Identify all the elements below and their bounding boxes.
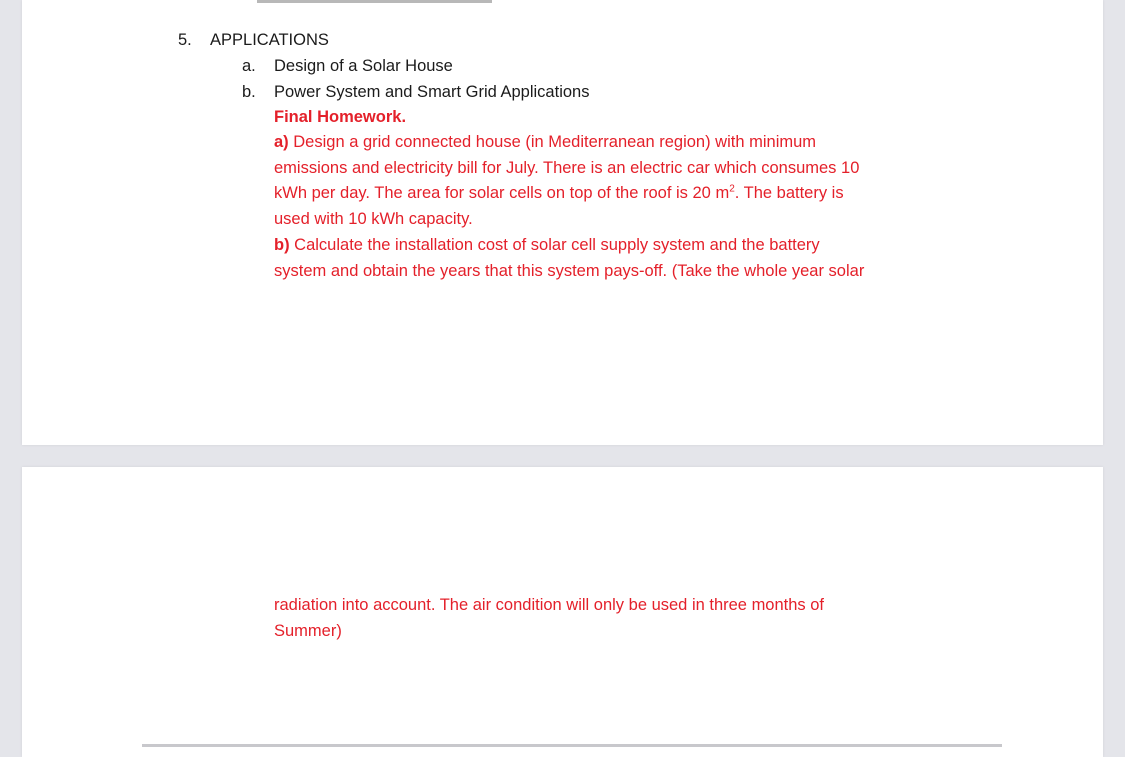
part-b-marker: b) (274, 236, 290, 254)
part-b-line-3: radiation into account. The air condition will only be used in three months of (274, 596, 825, 614)
homework-part-b-continued (274, 593, 994, 644)
item-b-marker: b. (242, 83, 256, 101)
item-a-label: Design of a Solar House (274, 57, 453, 75)
part-a-line-4: used with 10 kWh capacity. (274, 209, 473, 228)
section-title: APPLICATIONS (210, 31, 329, 49)
squared-superscript: 2 (729, 183, 735, 195)
previous-text-fragment (257, 0, 492, 3)
homework-part-a (274, 130, 994, 232)
next-page-edge (142, 744, 1002, 747)
homework-part-b (274, 233, 994, 284)
part-a-line-3: kWh per day. The area for solar cells on top of the roof is 20 $m^2$. The battery is (274, 183, 844, 202)
item-a-marker: a. (242, 57, 256, 75)
homework-heading: Final Homework. (274, 108, 407, 126)
part-a-marker: a) (274, 133, 289, 151)
section-number: 5. (178, 31, 192, 49)
part-a-line-2: emissions and electricity bill for July. There is an electric car which consumes 10 (274, 158, 860, 177)
part-b-line-4: Summer) (274, 621, 342, 640)
document-page-1 (22, 0, 1103, 445)
part-a-line-1: a) Design a grid connected house (in Mediterranean region) with minimum (274, 133, 817, 151)
part-b-line-2: system and obtain the years that this system pays-off. (Take the whole year solar (274, 261, 865, 280)
document-page-2 (22, 467, 1103, 757)
part-b-line-1: b) Calculate the installation cost of solar cell supply system and the battery (274, 236, 820, 254)
item-b-label: Power System and Smart Grid Applications (274, 83, 590, 101)
